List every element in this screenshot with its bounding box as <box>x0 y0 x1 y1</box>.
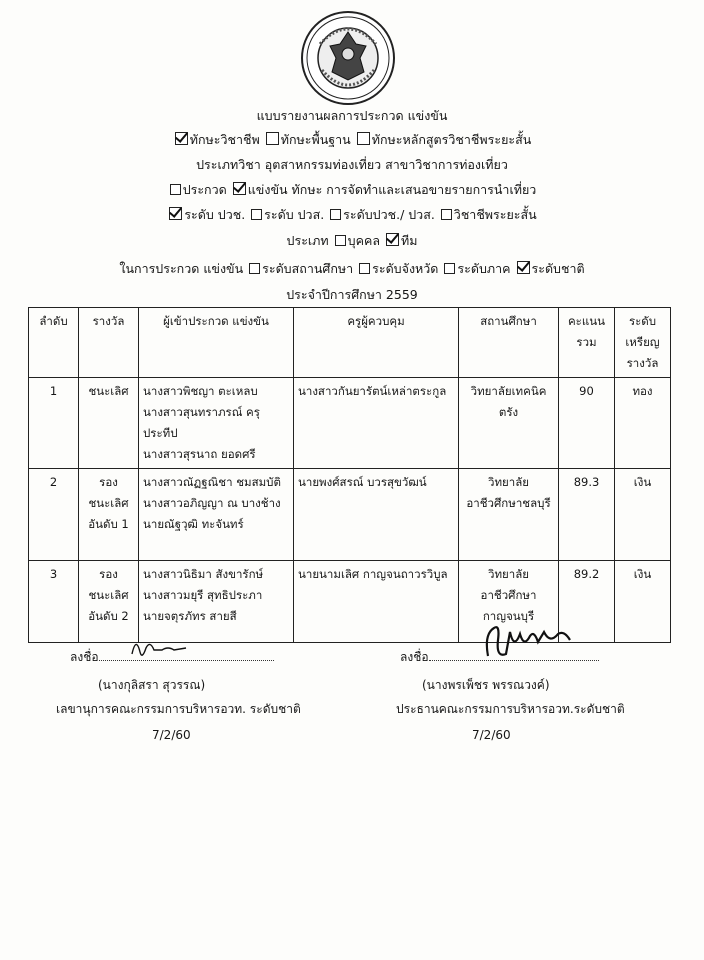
cell-medal: เงิน <box>615 469 671 561</box>
header-score: คะแนน รวม <box>559 308 615 378</box>
left-sign-label: ลงชื่อ <box>70 650 99 664</box>
header-school: สถานศึกษา <box>459 308 559 378</box>
left-sign-date: 7/2/60 <box>152 728 191 742</box>
contest-kind-line <box>0 182 704 198</box>
cell-no: 1 <box>29 378 79 469</box>
cell-supervisor: นายนามเลิศ กาญจนถาวรวิบูล <box>294 561 459 643</box>
cell-score: 90 <box>559 378 615 469</box>
cell-competitors: นางสาวณัฏฐณิชา ชมสมบัติ นางสาวอภิญญา ณ บางช้าง นายณัฐวุฒิ ทะจันทร์ <box>139 469 294 561</box>
skill-type-label: ทักษะหลักสูตรวิชาชีพระยะสั้น <box>371 132 532 147</box>
checkbox-icon <box>175 132 188 145</box>
cell-school: วิทยาลัยเทคนิค ตรัง <box>459 378 559 469</box>
right-sign-label: ลงชื่อ <box>400 650 429 664</box>
level-line <box>0 207 704 223</box>
scope-label: ระดับสถานศึกษา <box>262 261 354 276</box>
scope-label: ระดับชาติ <box>531 261 585 276</box>
cell-award: รอง ชนะเลิศ อันดับ 2 <box>79 561 139 643</box>
right-signature-block <box>396 648 625 743</box>
level-label: ระดับปวช./ ปวส. <box>343 207 435 222</box>
checkbox-icon <box>386 233 399 246</box>
cell-competitors: นางสาวนิธิมา สังขารักษ์ นางสาวมยุรี สุทธิประภา นายจตุรภัทร สายสี <box>139 561 294 643</box>
level-label: ระดับ ปวช. <box>184 207 246 222</box>
skill-type-line <box>0 132 704 148</box>
cell-award: รอง ชนะเลิศ อันดับ 1 <box>79 469 139 561</box>
left-sign-line <box>70 648 301 665</box>
cell-score: 89.2 <box>559 561 615 643</box>
checkbox-icon <box>441 209 452 220</box>
cell-competitors: นางสาวพิชญา ตะเหลบ นางสาวสุนทราภรณ์ ครุประทีป นางสาวสุรนาถ ยอดศรี <box>139 378 294 469</box>
checkbox-icon <box>249 263 260 274</box>
skill-type-label: ทักษะวิชาชีพ <box>189 132 260 147</box>
right-signature-icon <box>478 620 588 664</box>
results-table <box>28 307 671 643</box>
right-signer-name: (นางพรเพ็ชร พรรณวงค์) <box>422 678 550 692</box>
checkbox-icon <box>233 182 246 195</box>
contest-kind-label: ประกวด <box>182 182 227 197</box>
header-medal: ระดับ เหรียญ รางวัล <box>615 308 671 378</box>
checkbox-icon <box>330 209 341 220</box>
checkbox-icon <box>170 184 181 195</box>
cell-supervisor: นางสาวกันยารัตน์เหล่าตระกูล <box>294 378 459 469</box>
participant-label: ทีม <box>400 233 418 248</box>
left-signer-position: เลขานุการคณะกรรมการบริหารอวท. ระดับชาติ <box>56 702 301 716</box>
scope-prefix: ในการประกวด แข่งขัน <box>119 261 244 276</box>
header-award: รางวัล <box>79 308 139 378</box>
participant-line <box>0 233 704 249</box>
skill-type-label: ทักษะพื้นฐาน <box>280 132 351 147</box>
header-supervisor: ครูผู้ควบคุม <box>294 308 459 378</box>
checkbox-icon <box>169 207 182 220</box>
cell-award: ชนะเลิศ <box>79 378 139 469</box>
checkbox-icon <box>251 209 262 220</box>
left-signature-block <box>56 648 301 743</box>
cell-score: 89.3 <box>559 469 615 561</box>
cell-school: วิทยาลัย อาชีวศึกษาชลบุรี <box>459 469 559 561</box>
cell-supervisor: นายพงศ์สรณ์ บวรสุขวัฒน์ <box>294 469 459 561</box>
cell-medal: เงิน <box>615 561 671 643</box>
checkbox-icon <box>444 263 455 274</box>
left-signature-icon <box>128 634 208 664</box>
academic-year: ประจำปีการศึกษา 2559 <box>286 287 418 302</box>
right-signer-position: ประธานคณะกรรมการบริหารอวท.ระดับชาติ <box>396 702 625 716</box>
scope-line <box>0 261 704 277</box>
report-title: แบบรายงานผลการประกวด แข่งขัน <box>256 108 448 123</box>
table-row <box>29 469 671 561</box>
cell-medal: ทอง <box>615 378 671 469</box>
checkbox-icon <box>335 235 346 246</box>
checkbox-icon <box>357 132 370 145</box>
contest-kind-label: แข่งขัน ทักษะ การจัดทำและเสนอขายรายการนำเที่ยว <box>247 182 537 197</box>
scope-label: ระดับจังหวัด <box>372 261 439 276</box>
left-signer-name: (นางกุลิสรา สุวรรณ) <box>98 678 206 692</box>
cell-no: 2 <box>29 469 79 561</box>
level-label: ระดับ ปวส. <box>264 207 325 222</box>
right-sign-line <box>400 648 625 665</box>
scope-label: ระดับภาค <box>457 261 511 276</box>
vocational-education-commission-seal-icon <box>300 10 396 106</box>
level-label: วิชาชีพระยะสั้น <box>453 207 537 222</box>
checkbox-icon <box>359 263 370 274</box>
right-sign-date: 7/2/60 <box>472 728 511 742</box>
header-competitors: ผู้เข้าประกวด แข่งขัน <box>139 308 294 378</box>
header-no: ลำดับ <box>29 308 79 378</box>
cell-no: 3 <box>29 561 79 643</box>
participant-prefix: ประเภท <box>286 233 329 248</box>
table-header-row <box>29 308 671 378</box>
category-line: ประเภทวิชา อุตสาหกรรมท่องเที่ยว สาขาวิชาการท่องเที่ยว <box>196 157 508 172</box>
participant-label: บุคคล <box>347 233 380 248</box>
checkbox-icon <box>266 132 279 145</box>
table-row <box>29 378 671 469</box>
checkbox-icon <box>517 261 530 274</box>
cell-school: วิทยาลัย อาชีวศึกษา กาญจนบุรี <box>459 561 559 643</box>
